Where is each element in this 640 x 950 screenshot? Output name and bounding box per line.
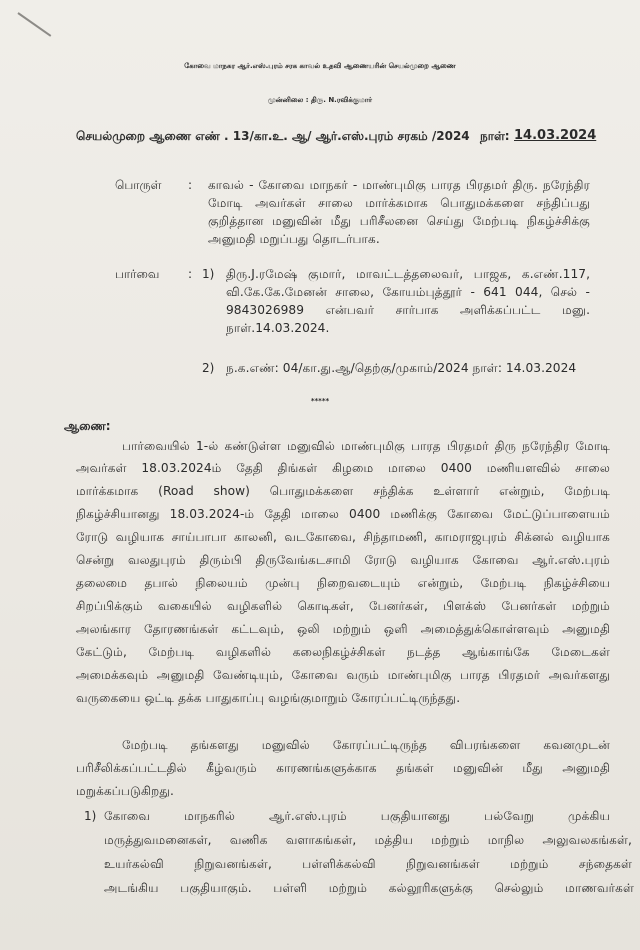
order-para-1-line: சிறப்பிக்கும் வகையில் வழிகளில் கொடிகள், பேனர்கள், பிளக்ஸ் பேனர்கள் மற்றும் — [76, 599, 610, 613]
reference-item-1-line: திரு.J.ரமேஷ் குமார், மாவட்டத்தலைவர், பாஜக, க.எண்.117, — [226, 267, 590, 281]
order-para-1-line: அமைக்கவும் அனுமதி வேண்டியும், கோவை வரும் மாண்புமிகு பாரத பிரதமர் அவர்களது — [76, 668, 610, 682]
order-para-1-line: கேட்டும், மேற்படி வழிகளில் கலைநிகழ்ச்சிகள் நடத்த ஆங்காங்கே மேடைகள் — [76, 645, 610, 659]
subject-line: குறித்தான மனுவின் மீது பரிசீலனை செய்து மேற்படி நிகழ்ச்சிக்கு — [208, 214, 590, 228]
order-number: செயல்முறை ஆணை எண் . 13/கா.உ. ஆ/ ஆர்.எஸ்.புரம் சரகம் /2024 — [76, 129, 470, 143]
point-1-line: உயர்கல்வி நிறுவனங்கள், பள்ளிக்கல்வி நிறுவனங்கள் மற்றும் சந்தைகள் — [104, 857, 632, 871]
order-para-2-line: மேற்படி தங்களது மனுவில் கோரப்பட்டிருந்த விபரங்களை கவனமுடன் — [122, 738, 610, 752]
point-1-number: 1) — [84, 809, 97, 823]
order-para-1-line: தலைமை தபால் நிலையம் முன்பு நிறைவடையும் என்றும், மேற்படி நிகழ்ச்சியை — [76, 576, 610, 590]
reference-item-2-number: 2) — [202, 361, 215, 375]
order-para-1-line: ரோடு வழியாக சாய்பாபா காலனி, வடகோவை, சிந்தாமணி, காமராஜபுரம் சிக்னல் வழியாக — [76, 530, 610, 544]
subject-line: காவல் - கோவை மாநகர் - மாண்புமிகு பாரத பிரதமர் திரு. நரேந்திர — [208, 178, 590, 192]
order-para-1-line: அலங்கார தோரணங்கள் கட்டவும், ஒலி மற்றும் ஒளி அமைத்துக்கொள்ளவும் அனுமதி — [76, 622, 610, 636]
order-para-1-line: நிகழ்ச்சியானது 18.03.2024-ம் தேதி மாலை 0400 மணிக்கு கோவை மேட்டுப்பாளையம் — [76, 507, 610, 521]
order-heading: ஆணை: — [64, 419, 111, 433]
subject-label: பொருள் — [115, 178, 162, 192]
point-1-line: கோவை மாநகரில் ஆர்.எஸ்.புரம் பகுதியானது பல்வேறு முக்கிய — [104, 809, 610, 823]
subject-colon: : — [188, 178, 193, 192]
order-para-1-line: சென்று வலதுபுரம் திரும்பி திருவேங்கடசாமி ரோடு வழியாக கோவை ஆர்.எஸ்.புரம் — [76, 553, 610, 567]
subject-line: அனுமதி மறுப்பது தொடர்பாக. — [208, 232, 380, 246]
reference-item-2-text: ந.க.எண்: 04/கா.து.ஆ/தெற்கு/முகாம்/2024 நாள்: 14.03.2024 — [226, 361, 577, 375]
reference-colon: : — [188, 267, 193, 281]
reference-item-1-number: 1) — [202, 267, 215, 281]
point-1-line: மருத்துவமனைகள், வணிக வளாகங்கள், மத்திய மற்றும் மாநில அலுவலகங்கள், — [104, 833, 632, 847]
subject-line: மோடி அவர்கள் சாலை மார்க்கமாக பொதுமக்களை சந்திப்பது — [208, 196, 590, 210]
order-para-2-line: மறுக்கப்படுகிறது. — [76, 784, 174, 798]
order-para-1-line: வருகையை ஒட்டி தக்க பாதுகாப்பு வழங்குமாறும் கோரப்பட்டிருந்தது. — [76, 691, 461, 705]
pen-mark — [17, 12, 51, 37]
reference-item-1-line: நாள்.14.03.2024. — [226, 321, 330, 335]
order-para-1-line: அவர்கள் 18.03.2024ம் தேதி திங்கள் கிழமை மாலை 0400 மணியளவில் சாலை — [76, 461, 610, 475]
point-1-line: அடங்கிய பகுதியாகும். பள்ளி மற்றும் கல்லூரிகளுக்கு செல்லும் மாணவர்கள் — [104, 881, 634, 895]
separator: ***** — [310, 397, 330, 405]
document-title: கோவை மாநகர ஆர்.எஸ்.புரம் சரக காவல் உதவி ஆணையரின் செயல்முறை ஆணை — [184, 62, 456, 70]
presence-line: முன்னிலை : திரு. N.ரவிக்குமார் — [267, 96, 373, 104]
date-label: நாள்: — [480, 129, 510, 143]
reference-label: பார்வை — [115, 267, 160, 281]
order-para-2-line: பரிசீலிக்கப்பட்டதில் கீழ்வரும் காரணங்களுக்காக தங்கள் மனுவின் மீது அனுமதி — [76, 761, 610, 775]
order-date: 14.03.2024 — [514, 128, 597, 143]
order-para-1-line: பார்வையில் 1-ல் கண்டுள்ள மனுவில் மாண்புமிகு பாரத பிரதமர் திரு நரேந்திர மோடி — [122, 439, 610, 453]
reference-item-1-line: 9843026989 என்பவர் சார்பாக அளிக்கப்பட்ட மனு. — [226, 303, 590, 317]
reference-item-1-line: வி.கே.கே.மேனன் சாலை, கோயம்புத்தூர் - 641 044, செல் - — [226, 285, 590, 299]
order-para-1-line: மார்க்கமாக (Road show) பொதுமக்களை சந்திக்க உள்ளார் என்றும், மேற்படி — [76, 484, 610, 498]
